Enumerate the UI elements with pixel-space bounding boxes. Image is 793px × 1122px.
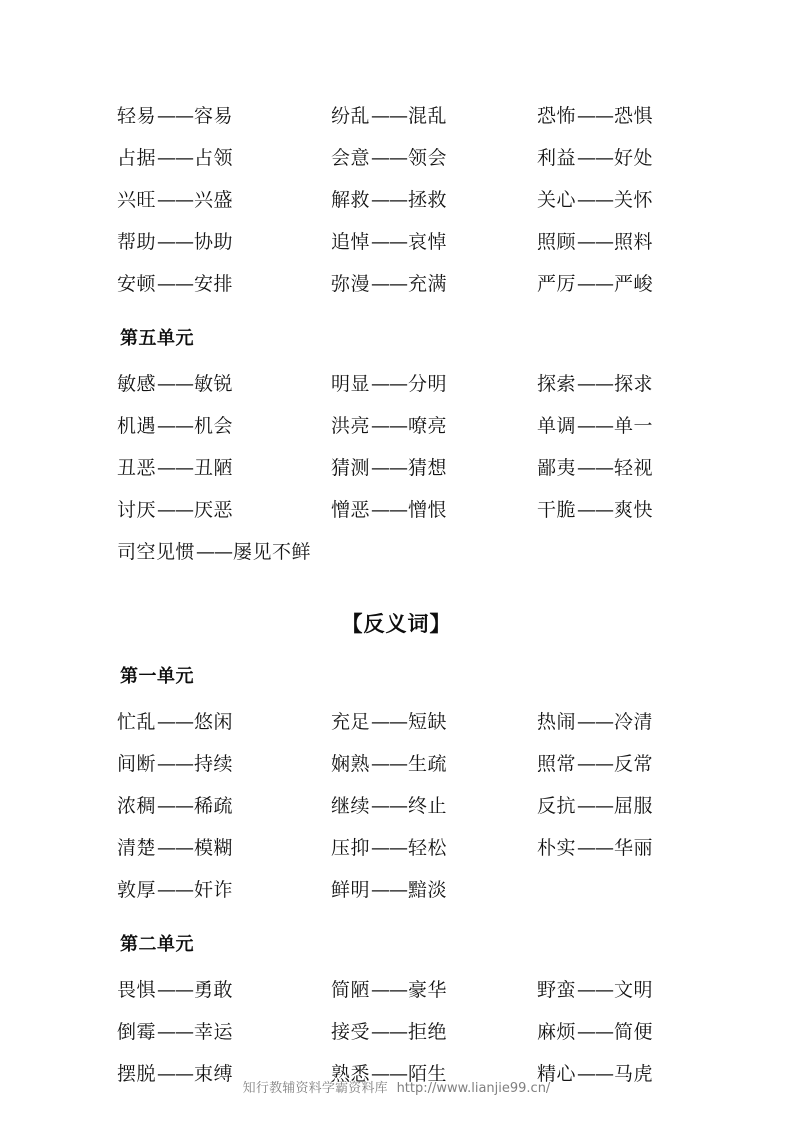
pair-dash: ——	[157, 231, 194, 253]
word-pair-right: 悠闲	[194, 711, 234, 733]
word-pair-row	[0, 969, 793, 1011]
pair-dash: ——	[577, 979, 614, 1001]
word-pair	[117, 969, 233, 1011]
pair-dash: ——	[371, 979, 408, 1001]
word-pair	[331, 405, 447, 447]
word-pair-right: 协助	[194, 231, 234, 253]
word-pair-left: 单调	[537, 415, 577, 437]
word-pair-right: 轻视	[614, 457, 654, 479]
word-pair-row	[0, 489, 793, 531]
word-pair	[117, 531, 311, 573]
word-pair-left: 纷乱	[331, 105, 371, 127]
pair-dash: ——	[157, 979, 194, 1001]
pair-dash: ——	[577, 837, 614, 859]
pair-dash: ——	[371, 273, 408, 295]
word-pair-left: 清楚	[117, 837, 157, 859]
word-pair	[331, 701, 447, 743]
word-pair	[537, 263, 653, 305]
section-title-label: 【反义词】	[341, 612, 452, 636]
unit-heading-antonym-unit1	[0, 657, 793, 701]
word-pair	[537, 827, 653, 869]
word-pair-left: 精心	[537, 1063, 577, 1085]
word-pair-left: 畏惧	[117, 979, 157, 1001]
word-pair-left: 朴实	[537, 837, 577, 859]
pair-dash: ——	[577, 147, 614, 169]
word-pair-row	[0, 827, 793, 869]
word-pair-right: 短缺	[408, 711, 448, 733]
word-pair-right: 厌恶	[194, 499, 234, 521]
word-pair-right: 生疏	[408, 753, 448, 775]
word-pair	[537, 137, 653, 179]
word-pair-left: 丑恶	[117, 457, 157, 479]
pair-dash: ——	[577, 231, 614, 253]
pair-dash: ——	[157, 499, 194, 521]
word-pair-right: 幸运	[194, 1021, 234, 1043]
word-pair	[117, 405, 233, 447]
word-pair-right: 拒绝	[408, 1021, 448, 1043]
word-pair	[117, 701, 233, 743]
word-pair-row	[0, 869, 793, 911]
word-pair	[537, 743, 653, 785]
word-pair-left: 反抗	[537, 795, 577, 817]
word-pair-left: 弥漫	[331, 273, 371, 295]
word-pair	[331, 743, 447, 785]
word-pair-right: 恐惧	[614, 105, 654, 127]
pair-dash: ——	[157, 273, 194, 295]
word-pair-left: 继续	[331, 795, 371, 817]
word-pair-left: 充足	[331, 711, 371, 733]
word-pair	[331, 785, 447, 827]
word-pair	[117, 137, 233, 179]
word-pair-right: 猜想	[408, 457, 448, 479]
word-pair	[117, 1011, 233, 1053]
word-pair-left: 追悼	[331, 231, 371, 253]
pair-dash: ——	[157, 457, 194, 479]
pair-dash: ——	[371, 415, 408, 437]
title-gap	[0, 573, 793, 599]
word-pair-right: 持续	[194, 753, 234, 775]
word-pair-row	[0, 363, 793, 405]
word-pair	[117, 869, 233, 911]
pair-dash: ——	[157, 711, 194, 733]
word-pair-right: 稀疏	[194, 795, 234, 817]
word-pair-right: 敏锐	[194, 373, 234, 395]
word-pair-right: 模糊	[194, 837, 234, 859]
word-pair-row	[0, 179, 793, 221]
pair-dash: ——	[371, 795, 408, 817]
word-pair-row	[0, 785, 793, 827]
pair-dash: ——	[157, 189, 194, 211]
word-pair-right: 机会	[194, 415, 234, 437]
word-pair	[117, 447, 233, 489]
pair-dash: ——	[371, 1063, 408, 1085]
word-pair	[537, 447, 653, 489]
word-pair-right: 憎恨	[408, 499, 448, 521]
word-pair-left: 热闹	[537, 711, 577, 733]
unit-heading-synonym-unit5	[0, 319, 793, 363]
word-pair	[117, 827, 233, 869]
word-pair-right: 爽快	[614, 499, 654, 521]
word-pair-left: 司空见惯	[117, 541, 196, 563]
word-pair-left: 明显	[331, 373, 371, 395]
unit-heading-label: 第一单元	[120, 666, 194, 687]
word-pair-right: 华丽	[614, 837, 654, 859]
word-pair-right: 简便	[614, 1021, 654, 1043]
pair-dash: ——	[577, 189, 614, 211]
word-pair-right: 占领	[194, 147, 234, 169]
word-pair-right: 马虎	[614, 1063, 654, 1085]
word-pair-left: 会意	[331, 147, 371, 169]
word-pair-row	[0, 743, 793, 785]
word-pair	[331, 363, 447, 405]
word-pair	[331, 447, 447, 489]
word-pair	[537, 489, 653, 531]
pair-dash: ——	[371, 879, 408, 901]
word-pair-left: 轻易	[117, 105, 157, 127]
pair-dash: ——	[577, 795, 614, 817]
word-pair-left: 安顿	[117, 273, 157, 295]
block-gap	[0, 911, 793, 925]
word-pair	[117, 221, 233, 263]
word-pair-left: 敦厚	[117, 879, 157, 901]
word-pair	[331, 1011, 447, 1053]
word-pair-row	[0, 263, 793, 305]
word-pair	[331, 869, 447, 911]
word-pair-right: 黯淡	[408, 879, 448, 901]
word-pair	[331, 263, 447, 305]
pair-dash: ——	[157, 753, 194, 775]
word-pair-left: 解救	[331, 189, 371, 211]
word-pair-left: 鄙夷	[537, 457, 577, 479]
word-pair	[117, 363, 233, 405]
word-pair-right: 豪华	[408, 979, 448, 1001]
word-pair-right: 关怀	[614, 189, 654, 211]
word-pair-left: 野蛮	[537, 979, 577, 1001]
word-pair	[331, 827, 447, 869]
pair-dash: ——	[157, 1063, 194, 1085]
word-pair-row	[0, 1011, 793, 1053]
word-pair-left: 探索	[537, 373, 577, 395]
section-title-antonyms	[0, 599, 793, 657]
word-pair-left: 洪亮	[331, 415, 371, 437]
word-pair-left: 关心	[537, 189, 577, 211]
unit-heading-label: 第五单元	[120, 328, 194, 349]
word-pair-left: 倒霉	[117, 1021, 157, 1043]
word-pair-right: 严峻	[614, 273, 654, 295]
word-pair-left: 干脆	[537, 499, 577, 521]
word-pair-left: 严厉	[537, 273, 577, 295]
word-pair-right: 安排	[194, 273, 234, 295]
word-pair-left: 简陋	[331, 979, 371, 1001]
pair-dash: ——	[577, 1063, 614, 1085]
word-pair	[331, 95, 447, 137]
word-pair-row	[0, 221, 793, 263]
word-pair	[537, 95, 653, 137]
word-pair-left: 敏感	[117, 373, 157, 395]
word-pair-right: 反常	[614, 753, 654, 775]
word-pair-right: 容易	[194, 105, 234, 127]
word-pair-right: 探求	[614, 373, 654, 395]
word-pair-right: 终止	[408, 795, 448, 817]
word-pair-right: 轻松	[408, 837, 448, 859]
word-pair-right: 哀悼	[408, 231, 448, 253]
word-pair-right: 文明	[614, 979, 654, 1001]
pair-dash: ——	[157, 373, 194, 395]
pair-dash: ——	[371, 1021, 408, 1043]
word-pair	[537, 363, 653, 405]
word-pair-left: 照常	[537, 753, 577, 775]
pair-dash: ——	[157, 837, 194, 859]
word-pair-left: 机遇	[117, 415, 157, 437]
word-pair	[117, 95, 233, 137]
pair-dash: ——	[157, 879, 194, 901]
pair-dash: ——	[577, 105, 614, 127]
word-pair-right: 陌生	[408, 1063, 448, 1085]
word-pair-left: 摆脱	[117, 1063, 157, 1085]
word-pair-row	[0, 405, 793, 447]
word-pair	[331, 137, 447, 179]
word-pair-left: 麻烦	[537, 1021, 577, 1043]
word-pair-left: 憎恶	[331, 499, 371, 521]
pair-dash: ——	[371, 231, 408, 253]
word-pair-right: 屡见不鲜	[233, 541, 312, 563]
word-pair-right: 单一	[614, 415, 654, 437]
word-pair-left: 讨厌	[117, 499, 157, 521]
pair-dash: ——	[577, 415, 614, 437]
pair-dash: ——	[371, 837, 408, 859]
word-pair-left: 占据	[117, 147, 157, 169]
word-pair-row	[0, 137, 793, 179]
word-pair-left: 浓稠	[117, 795, 157, 817]
pair-dash: ——	[157, 105, 194, 127]
pair-dash: ——	[196, 541, 233, 563]
pair-dash: ——	[577, 499, 614, 521]
word-pair-row	[0, 531, 793, 573]
footer-watermark	[0, 1077, 793, 1096]
word-pair	[537, 405, 653, 447]
word-pair-left: 娴熟	[331, 753, 371, 775]
word-pair	[537, 1011, 653, 1053]
word-pair-right: 勇敢	[194, 979, 234, 1001]
word-pair-left: 熟悉	[331, 1063, 371, 1085]
pair-dash: ——	[371, 373, 408, 395]
word-pair-right: 嘹亮	[408, 415, 448, 437]
pair-dash: ——	[577, 711, 614, 733]
word-pair	[331, 489, 447, 531]
word-pair-right: 混乱	[408, 105, 448, 127]
pair-dash: ——	[371, 753, 408, 775]
block-gap	[0, 305, 793, 319]
pair-dash: ——	[157, 795, 194, 817]
word-pair-row	[0, 95, 793, 137]
pair-dash: ——	[157, 415, 194, 437]
word-pair-left: 兴旺	[117, 189, 157, 211]
word-pair-right: 兴盛	[194, 189, 234, 211]
pair-dash: ——	[577, 753, 614, 775]
word-pair-right: 屈服	[614, 795, 654, 817]
word-pair	[117, 179, 233, 221]
word-pair	[537, 701, 653, 743]
word-pair-left: 忙乱	[117, 711, 157, 733]
word-pair-right: 奸诈	[194, 879, 234, 901]
word-pair-right: 冷清	[614, 711, 654, 733]
word-pair-left: 照顾	[537, 231, 577, 253]
word-pair	[331, 179, 447, 221]
pair-dash: ——	[371, 711, 408, 733]
pair-dash: ——	[157, 147, 194, 169]
word-pair	[537, 785, 653, 827]
pair-dash: ——	[371, 189, 408, 211]
word-pair	[331, 221, 447, 263]
unit-heading-antonym-unit2	[0, 925, 793, 969]
pair-dash: ——	[371, 457, 408, 479]
word-pair-right: 充满	[408, 273, 448, 295]
footer-site-name: 知行教辅资料学霸资料库	[242, 1081, 388, 1096]
word-pair	[537, 221, 653, 263]
word-pair-left: 恐怖	[537, 105, 577, 127]
top-margin	[0, 0, 793, 95]
unit-heading-label: 第二单元	[120, 934, 194, 955]
word-pair-left: 鲜明	[331, 879, 371, 901]
word-pair-left: 帮助	[117, 231, 157, 253]
word-pair-right: 丑陋	[194, 457, 234, 479]
pair-dash: ——	[577, 373, 614, 395]
pair-dash: ——	[577, 457, 614, 479]
word-pair-right: 束缚	[194, 1063, 234, 1085]
word-pair-right: 领会	[408, 147, 448, 169]
word-pair-right: 照料	[614, 231, 654, 253]
word-pair	[537, 179, 653, 221]
word-pair	[537, 969, 653, 1011]
word-pair-row	[0, 447, 793, 489]
footer-url: http://www.lianjie99.cn/	[396, 1081, 551, 1096]
word-pair-right: 分明	[408, 373, 448, 395]
word-pair	[117, 489, 233, 531]
word-pair	[117, 785, 233, 827]
pair-dash: ——	[157, 1021, 194, 1043]
word-pair-left: 间断	[117, 753, 157, 775]
word-pair-left: 利益	[537, 147, 577, 169]
pair-dash: ——	[371, 105, 408, 127]
word-pair-row	[0, 701, 793, 743]
word-pair-right: 拯救	[408, 189, 448, 211]
word-pair-left: 接受	[331, 1021, 371, 1043]
word-pair-left: 猜测	[331, 457, 371, 479]
pair-dash: ——	[577, 273, 614, 295]
word-pair	[331, 969, 447, 1011]
word-pair	[117, 743, 233, 785]
word-pair-right: 好处	[614, 147, 654, 169]
pair-dash: ——	[371, 499, 408, 521]
word-pair	[117, 263, 233, 305]
pair-dash: ——	[371, 147, 408, 169]
word-pair-left: 压抑	[331, 837, 371, 859]
pair-dash: ——	[577, 1021, 614, 1043]
